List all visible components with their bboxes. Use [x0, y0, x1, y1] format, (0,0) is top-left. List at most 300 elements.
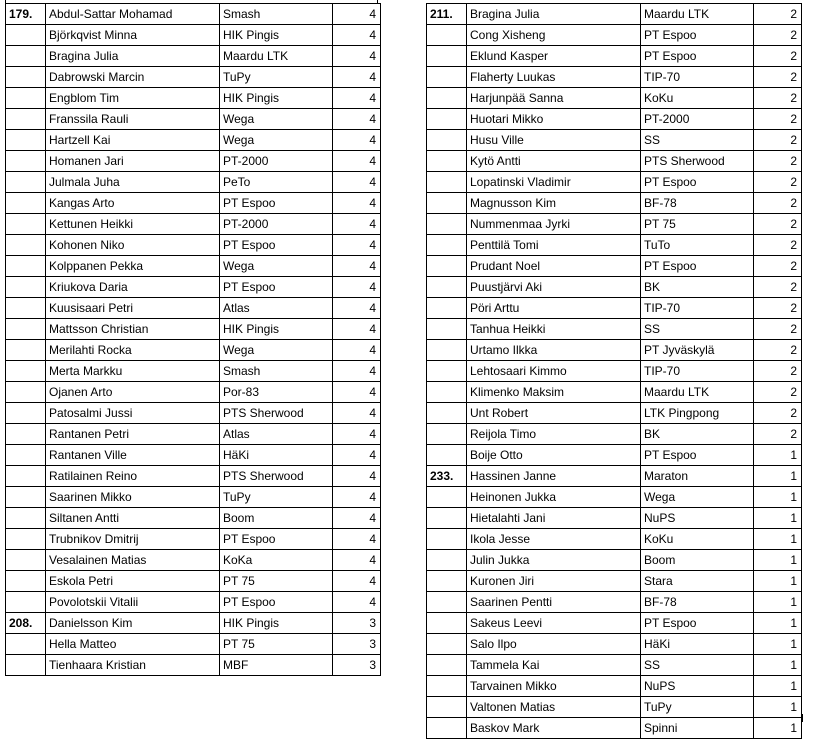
player-name-cell: Kettunen Heikki: [46, 214, 220, 235]
rank-cell: [6, 130, 46, 151]
player-name-cell: Urtamo Ilkka: [467, 340, 641, 361]
points-cell: 4: [333, 571, 381, 592]
player-name-cell: Kuusisaari Petri: [46, 298, 220, 319]
player-name-cell: Povolotskii Vitalii: [46, 592, 220, 613]
rank-cell: 211.: [427, 4, 467, 25]
rank-cell: 208.: [6, 613, 46, 634]
player-name-cell: Bragina Julia: [46, 46, 220, 67]
club-cell: Atlas: [220, 298, 333, 319]
points-cell: 4: [333, 445, 381, 466]
player-name-cell: Reijola Timo: [467, 424, 641, 445]
rank-cell: [427, 529, 467, 550]
table-row: [6, 256, 381, 277]
club-cell: PTS Sherwood: [220, 403, 333, 424]
player-name-cell: Heinonen Jukka: [467, 487, 641, 508]
table-row: [6, 613, 381, 634]
club-cell: PT Espoo: [220, 235, 333, 256]
club-cell: Maardu LTK: [641, 4, 754, 25]
rank-cell: [427, 25, 467, 46]
points-cell: 4: [333, 487, 381, 508]
table-row: [6, 424, 381, 445]
player-name-cell: Siltanen Antti: [46, 508, 220, 529]
table-row: [427, 529, 802, 550]
player-name-cell: Ratilainen Reino: [46, 466, 220, 487]
points-cell: 4: [333, 403, 381, 424]
table-row: [6, 298, 381, 319]
rank-cell: [427, 571, 467, 592]
rank-cell: [6, 193, 46, 214]
player-name-cell: Hassinen Janne: [467, 466, 641, 487]
table-row: [427, 256, 802, 277]
table-row: [427, 67, 802, 88]
points-cell: 4: [333, 46, 381, 67]
table-row: [6, 172, 381, 193]
player-name-cell: Magnusson Kim: [467, 193, 641, 214]
rank-cell: [427, 67, 467, 88]
rank-cell: [6, 298, 46, 319]
club-cell: KoKu: [641, 88, 754, 109]
points-cell: 4: [333, 214, 381, 235]
table-row: [427, 25, 802, 46]
points-cell: 2: [754, 319, 802, 340]
table-row: [6, 382, 381, 403]
table-row: [427, 235, 802, 256]
points-cell: 1: [754, 676, 802, 697]
points-cell: 4: [333, 151, 381, 172]
points-cell: 4: [333, 235, 381, 256]
player-name-cell: Merta Markku: [46, 361, 220, 382]
points-cell: 1: [754, 529, 802, 550]
table-row: [427, 592, 802, 613]
player-name-cell: Rantanen Petri: [46, 424, 220, 445]
table-row: [6, 67, 381, 88]
table-row: [6, 361, 381, 382]
player-name-cell: Eskola Petri: [46, 571, 220, 592]
rank-cell: [6, 214, 46, 235]
points-cell: 1: [754, 571, 802, 592]
rank-cell: [427, 550, 467, 571]
club-cell: LTK Pingpong: [641, 403, 754, 424]
table-row: [427, 340, 802, 361]
points-cell: 2: [754, 340, 802, 361]
rank-cell: [427, 277, 467, 298]
club-cell: TIP-70: [641, 298, 754, 319]
club-cell: TuPy: [641, 697, 754, 718]
club-cell: PT Espoo: [220, 193, 333, 214]
club-cell: PT Espoo: [220, 592, 333, 613]
player-name-cell: Dabrowski Marcin: [46, 67, 220, 88]
rank-cell: [427, 361, 467, 382]
rank-cell: [6, 319, 46, 340]
table-row: [6, 214, 381, 235]
points-cell: 2: [754, 88, 802, 109]
club-cell: HIK Pingis: [220, 25, 333, 46]
table-row: [427, 151, 802, 172]
player-name-cell: Lopatinski Vladimir: [467, 172, 641, 193]
club-cell: PT Espoo: [641, 613, 754, 634]
rank-cell: [6, 508, 46, 529]
table-row: [427, 4, 802, 25]
table-row: [6, 130, 381, 151]
points-cell: 2: [754, 109, 802, 130]
club-cell: Wega: [641, 487, 754, 508]
player-name-cell: Prudant Noel: [467, 256, 641, 277]
points-cell: 2: [754, 67, 802, 88]
rank-cell: [427, 88, 467, 109]
table-row: [427, 634, 802, 655]
points-cell: 4: [333, 592, 381, 613]
player-name-cell: Kytö Antti: [467, 151, 641, 172]
club-cell: PT Espoo: [641, 25, 754, 46]
points-cell: 2: [754, 403, 802, 424]
table-row: [427, 571, 802, 592]
club-cell: KoKa: [220, 550, 333, 571]
ranking-table-left: [5, 3, 381, 676]
player-name-cell: Sakeus Leevi: [467, 613, 641, 634]
table-row: [6, 445, 381, 466]
table-row: [427, 676, 802, 697]
table-row: [427, 214, 802, 235]
points-cell: 4: [333, 529, 381, 550]
club-cell: TuPy: [220, 487, 333, 508]
player-name-cell: Penttilä Tomi: [467, 235, 641, 256]
rank-cell: [6, 403, 46, 424]
table-row: [427, 655, 802, 676]
player-name-cell: Trubnikov Dmitrij: [46, 529, 220, 550]
rank-cell: [427, 46, 467, 67]
points-cell: 3: [333, 634, 381, 655]
rank-cell: [6, 634, 46, 655]
points-cell: 1: [754, 718, 802, 739]
club-cell: NuPS: [641, 508, 754, 529]
club-cell: HIK Pingis: [220, 88, 333, 109]
club-cell: PT Espoo: [220, 529, 333, 550]
player-name-cell: Hartzell Kai: [46, 130, 220, 151]
points-cell: 2: [754, 172, 802, 193]
player-name-cell: Tarvainen Mikko: [467, 676, 641, 697]
table-row: [6, 25, 381, 46]
club-cell: HIK Pingis: [220, 319, 333, 340]
table-row: [427, 319, 802, 340]
rank-cell: [427, 235, 467, 256]
rank-cell: [427, 592, 467, 613]
club-cell: NuPS: [641, 676, 754, 697]
club-cell: Smash: [220, 4, 333, 25]
points-cell: 4: [333, 193, 381, 214]
player-name-cell: Lehtosaari Kimmo: [467, 361, 641, 382]
club-cell: Wega: [220, 109, 333, 130]
rank-cell: [427, 487, 467, 508]
points-cell: 2: [754, 130, 802, 151]
points-cell: 4: [333, 550, 381, 571]
player-name-cell: Tienhaara Kristian: [46, 655, 220, 676]
club-cell: TuPy: [220, 67, 333, 88]
player-name-cell: Tammela Kai: [467, 655, 641, 676]
rank-cell: 233.: [427, 466, 467, 487]
points-cell: 4: [333, 361, 381, 382]
table-row: [427, 550, 802, 571]
player-name-cell: Eklund Kasper: [467, 46, 641, 67]
table-row: [427, 445, 802, 466]
club-cell: Maardu LTK: [220, 46, 333, 67]
player-name-cell: Baskov Mark: [467, 718, 641, 739]
points-cell: 2: [754, 424, 802, 445]
club-cell: Smash: [220, 361, 333, 382]
player-name-cell: Franssila Rauli: [46, 109, 220, 130]
points-cell: 2: [754, 298, 802, 319]
points-cell: 4: [333, 466, 381, 487]
club-cell: BK: [641, 424, 754, 445]
club-cell: Boom: [220, 508, 333, 529]
points-cell: 2: [754, 151, 802, 172]
player-name-cell: Kuronen Jiri: [467, 571, 641, 592]
club-cell: Por-83: [220, 382, 333, 403]
player-name-cell: Vesalainen Matias: [46, 550, 220, 571]
rank-cell: [6, 172, 46, 193]
ranking-table-right-body: [427, 4, 802, 739]
points-cell: 1: [754, 466, 802, 487]
player-name-cell: Julmala Juha: [46, 172, 220, 193]
ranking-table-left-body: [6, 4, 381, 676]
club-cell: Boom: [641, 550, 754, 571]
points-cell: 4: [333, 424, 381, 445]
rank-cell: [427, 508, 467, 529]
rank-cell: [6, 235, 46, 256]
player-name-cell: Huotari Mikko: [467, 109, 641, 130]
club-cell: TIP-70: [641, 67, 754, 88]
points-cell: 4: [333, 4, 381, 25]
table-row: [427, 172, 802, 193]
rank-cell: [6, 487, 46, 508]
table-row: [6, 571, 381, 592]
club-cell: HIK Pingis: [220, 613, 333, 634]
club-cell: PT 75: [641, 214, 754, 235]
points-cell: 2: [754, 361, 802, 382]
rank-cell: [6, 445, 46, 466]
player-name-cell: Merilahti Rocka: [46, 340, 220, 361]
player-name-cell: Hella Matteo: [46, 634, 220, 655]
table-row: [427, 361, 802, 382]
points-cell: 4: [333, 25, 381, 46]
club-cell: PT-2000: [220, 151, 333, 172]
table-row: [427, 382, 802, 403]
points-cell: 2: [754, 25, 802, 46]
table-row: [6, 529, 381, 550]
points-cell: 1: [754, 445, 802, 466]
points-cell: 1: [754, 487, 802, 508]
player-name-cell: Saarinen Pentti: [467, 592, 641, 613]
table-row: [6, 403, 381, 424]
club-cell: KoKu: [641, 529, 754, 550]
club-cell: PTS Sherwood: [220, 466, 333, 487]
points-cell: 4: [333, 508, 381, 529]
points-cell: 4: [333, 88, 381, 109]
points-cell: 3: [333, 655, 381, 676]
table-row: [427, 487, 802, 508]
rank-cell: [427, 445, 467, 466]
table-row: [6, 193, 381, 214]
rank-cell: [427, 613, 467, 634]
player-name-cell: Tanhua Heikki: [467, 319, 641, 340]
points-cell: 1: [754, 592, 802, 613]
club-cell: PT Espoo: [220, 277, 333, 298]
player-name-cell: Nummenmaa Jyrki: [467, 214, 641, 235]
points-cell: 3: [333, 613, 381, 634]
points-cell: 4: [333, 67, 381, 88]
club-cell: Stara: [641, 571, 754, 592]
points-cell: 4: [333, 382, 381, 403]
player-name-cell: Danielsson Kim: [46, 613, 220, 634]
rank-cell: [6, 109, 46, 130]
rank-cell: [6, 529, 46, 550]
points-cell: 1: [754, 655, 802, 676]
club-cell: PT Jyväskylä: [641, 340, 754, 361]
club-cell: TuTo: [641, 235, 754, 256]
club-cell: SS: [641, 655, 754, 676]
club-cell: TIP-70: [641, 361, 754, 382]
player-name-cell: Abdul-Sattar Mohamad: [46, 4, 220, 25]
points-cell: 4: [333, 319, 381, 340]
rank-cell: [427, 382, 467, 403]
points-cell: 1: [754, 634, 802, 655]
table-row: [6, 508, 381, 529]
table-row: [6, 4, 381, 25]
points-cell: 4: [333, 277, 381, 298]
points-cell: 1: [754, 550, 802, 571]
rank-cell: [427, 193, 467, 214]
table-row: [427, 424, 802, 445]
points-cell: 4: [333, 109, 381, 130]
points-cell: 1: [754, 697, 802, 718]
rank-cell: [6, 88, 46, 109]
rank-cell: [6, 571, 46, 592]
player-name-cell: Kriukova Daria: [46, 277, 220, 298]
player-name-cell: Kohonen Niko: [46, 235, 220, 256]
points-cell: 2: [754, 46, 802, 67]
rank-cell: [6, 25, 46, 46]
rank-cell: [427, 256, 467, 277]
player-name-cell: Kangas Arto: [46, 193, 220, 214]
club-cell: MBF: [220, 655, 333, 676]
player-name-cell: Pöri Arttu: [467, 298, 641, 319]
table-row: [6, 340, 381, 361]
club-cell: PTS Sherwood: [641, 151, 754, 172]
club-cell: Wega: [220, 256, 333, 277]
rank-cell: [6, 550, 46, 571]
rank-cell: [427, 151, 467, 172]
player-name-cell: Julin Jukka: [467, 550, 641, 571]
table-row: [6, 277, 381, 298]
player-name-cell: Boije Otto: [467, 445, 641, 466]
club-cell: Atlas: [220, 424, 333, 445]
points-cell: 2: [754, 277, 802, 298]
rank-cell: [6, 46, 46, 67]
player-name-cell: Homanen Jari: [46, 151, 220, 172]
table-row: [6, 487, 381, 508]
table-row: [427, 508, 802, 529]
player-name-cell: Mattsson Christian: [46, 319, 220, 340]
table-row: [6, 466, 381, 487]
rank-cell: [6, 655, 46, 676]
table-row: [6, 235, 381, 256]
table-row: [6, 592, 381, 613]
club-cell: Maardu LTK: [641, 382, 754, 403]
rank-cell: [6, 340, 46, 361]
rank-cell: [427, 424, 467, 445]
club-cell: Spinni: [641, 718, 754, 739]
player-name-cell: Saarinen Mikko: [46, 487, 220, 508]
points-cell: 4: [333, 340, 381, 361]
player-name-cell: Engblom Tim: [46, 88, 220, 109]
player-name-cell: Husu Ville: [467, 130, 641, 151]
rank-cell: 179.: [6, 4, 46, 25]
points-cell: 2: [754, 256, 802, 277]
player-name-cell: Bragina Julia: [467, 4, 641, 25]
club-cell: HäKi: [220, 445, 333, 466]
club-cell: PT-2000: [641, 109, 754, 130]
player-name-cell: Rantanen Ville: [46, 445, 220, 466]
table-row: [6, 88, 381, 109]
points-cell: 4: [333, 298, 381, 319]
rank-cell: [6, 151, 46, 172]
rank-cell: [427, 634, 467, 655]
points-cell: 4: [333, 256, 381, 277]
club-cell: Wega: [220, 130, 333, 151]
points-cell: 2: [754, 4, 802, 25]
rank-cell: [427, 109, 467, 130]
table-row: [427, 130, 802, 151]
player-name-cell: Hietalahti Jani: [467, 508, 641, 529]
table-row: [427, 277, 802, 298]
rank-cell: [6, 382, 46, 403]
player-name-cell: Kolppanen Pekka: [46, 256, 220, 277]
club-cell: PT 75: [220, 634, 333, 655]
ranking-table-right: [426, 3, 802, 739]
table-row: [427, 298, 802, 319]
rank-cell: [6, 361, 46, 382]
rank-cell: [6, 592, 46, 613]
player-name-cell: Puustjärvi Aki: [467, 277, 641, 298]
player-name-cell: Flaherty Luukas: [467, 67, 641, 88]
rank-cell: [427, 214, 467, 235]
club-cell: PeTo: [220, 172, 333, 193]
player-name-cell: Salo Ilpo: [467, 634, 641, 655]
table-row: [6, 319, 381, 340]
rank-cell: [427, 172, 467, 193]
table-row: [6, 634, 381, 655]
club-cell: HäKi: [641, 634, 754, 655]
points-cell: 2: [754, 235, 802, 256]
table-row: [427, 193, 802, 214]
player-name-cell: Harjunpää Sanna: [467, 88, 641, 109]
rank-cell: [427, 676, 467, 697]
club-cell: PT-2000: [220, 214, 333, 235]
table-row: [6, 46, 381, 67]
table-row: [6, 151, 381, 172]
points-cell: 2: [754, 193, 802, 214]
player-name-cell: Ojanen Arto: [46, 382, 220, 403]
player-name-cell: Unt Robert: [467, 403, 641, 424]
rank-cell: [6, 424, 46, 445]
points-cell: 1: [754, 508, 802, 529]
club-cell: Wega: [220, 340, 333, 361]
rank-cell: [6, 67, 46, 88]
table-row: [427, 88, 802, 109]
club-cell: PT Espoo: [641, 256, 754, 277]
points-cell: 2: [754, 382, 802, 403]
club-cell: BF-78: [641, 592, 754, 613]
right-table-bottom-stub: [426, 714, 803, 722]
